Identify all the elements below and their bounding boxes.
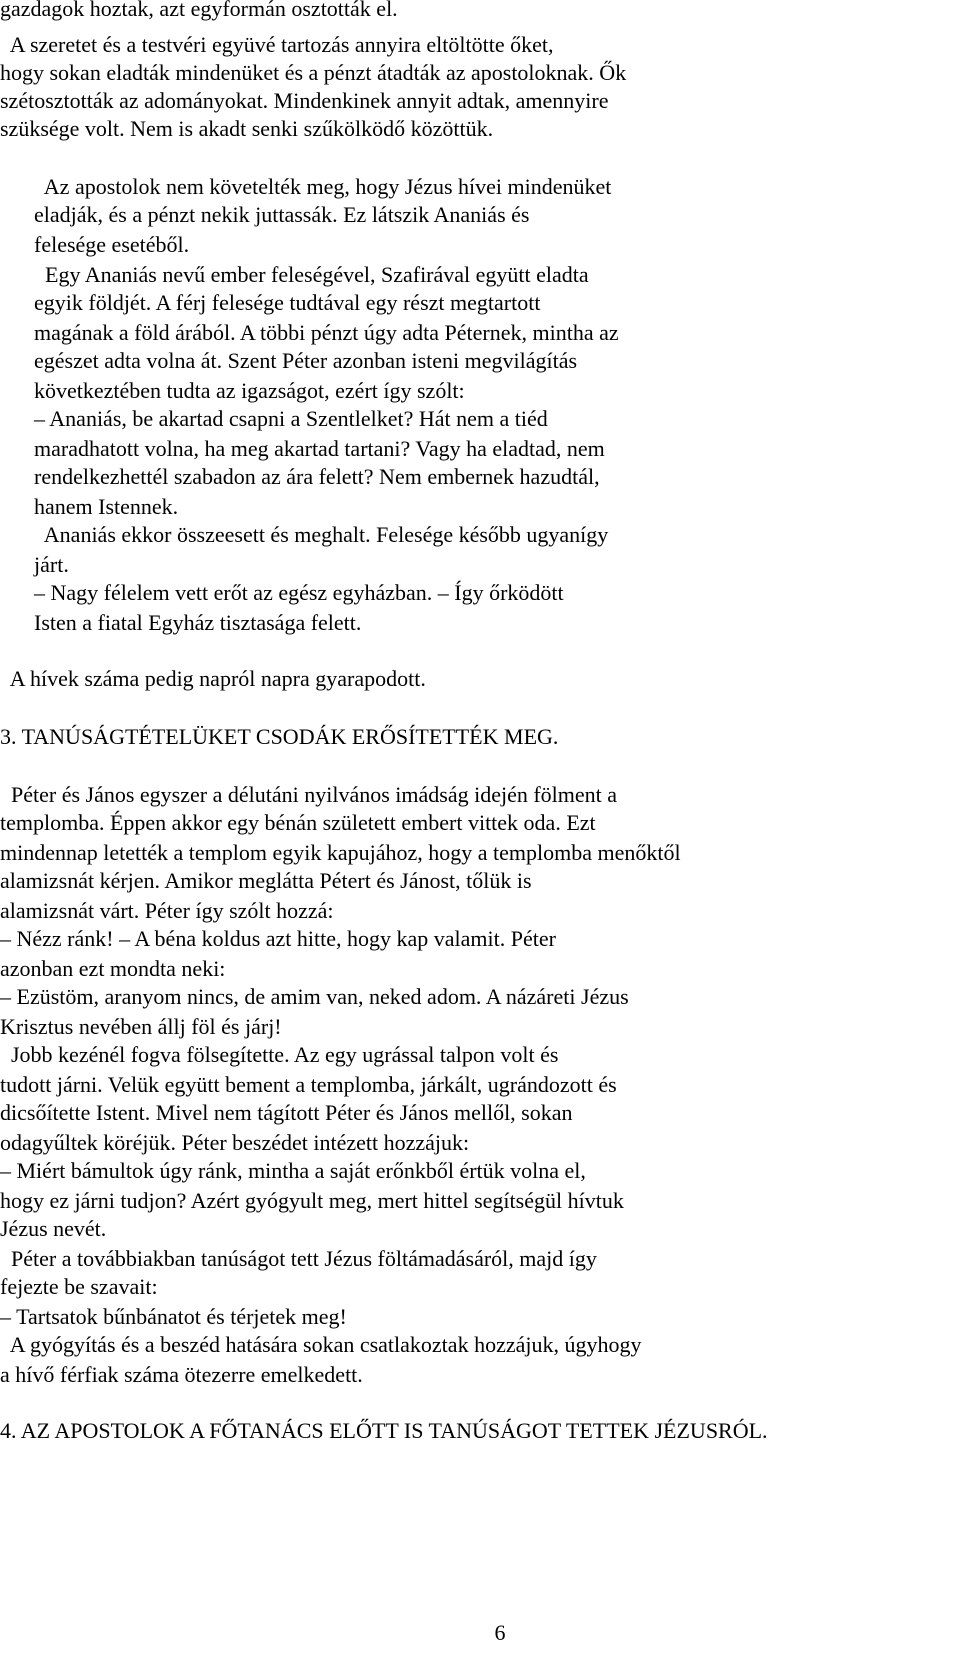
- text-line: azonban ezt mondta neki:: [0, 956, 226, 981]
- box-text-line: járt.: [34, 552, 69, 577]
- text-line: alamizsnát kérjen. Amikor meglátta Pétert és Jánost, tőlük is: [0, 868, 532, 893]
- text-line: hogy ez járni tudjon? Azért gyógyult meg, mert hittel segítségül hívtuk: [0, 1188, 624, 1213]
- text-line: szüksége volt. Nem is akadt senki szűkölködő közöttük.: [0, 116, 494, 141]
- text-line: templomba. Éppen akkor egy bénán született embert vittek oda. Ezt: [0, 810, 596, 835]
- box-text-line: következtében tudta az igazságot, ezért így szólt:: [34, 378, 465, 403]
- text-line: Péter a továbbiakban tanúságot tett Jézus föltámadásáról, majd így: [0, 1246, 597, 1271]
- text-line: – Nézz ránk! – A béna koldus azt hitte, hogy kap valamit. Péter: [0, 926, 556, 951]
- box-text-line: rendelkezhettél szabadon az ára felett? Nem embernek hazudtál,: [34, 464, 600, 489]
- text-line: fejezte be szavait:: [0, 1274, 158, 1299]
- box-text-line: magának a föld árából. A többi pénzt úgy adta Péternek, mintha az: [34, 320, 619, 345]
- box-text-line: egyik földjét. A férj felesége tudtával egy részt megtartott: [34, 290, 541, 315]
- box-text-line: egészet adta volna át. Szent Péter azonban isteni megvilágítás: [34, 348, 578, 373]
- box-text-line: hanem Istennek.: [34, 494, 179, 519]
- box-text-line: Ananiás ekkor összeesett és meghalt. Felesége később ugyanígy: [34, 522, 609, 547]
- text-line: – Tartsatok bűnbánatot és térjetek meg!: [0, 1304, 347, 1329]
- text-line: alamizsnát várt. Péter így szólt hozzá:: [0, 898, 334, 923]
- text-line: mindennap letették a templom egyik kapujához, hogy a templomba menőktől: [0, 840, 681, 865]
- box-text-line: – Ananiás, be akartad csapni a Szentlelket? Hát nem a tiéd: [34, 406, 548, 431]
- text-line: – Ezüstöm, aranyom nincs, de amim van, neked adom. A názáreti Jézus: [0, 984, 629, 1009]
- text-line: Péter és János egyszer a délutáni nyilvános imádság idején fölment a: [0, 782, 618, 807]
- text-line: gazdagok hoztak, azt egyformán osztották el.: [0, 0, 398, 21]
- text-line: Jézus nevét.: [0, 1216, 107, 1241]
- box-text-line: Isten a fiatal Egyház tisztasága felett.: [34, 610, 362, 635]
- box-text-line: maradhatott volna, ha meg akartad tartani? Vagy ha eladtad, nem: [34, 436, 605, 461]
- box-text-line: Egy Ananiás nevű ember feleségével, Szafirával együtt eladta: [34, 262, 589, 287]
- text-line: A szeretet és a testvéri együvé tartozás annyira eltöltötte őket,: [0, 32, 554, 57]
- text-line: dicsőítette Istent. Mivel nem tágított Péter és János mellől, sokan: [0, 1100, 573, 1125]
- box-text-line: eladják, és a pénzt nekik juttassák. Ez látszik Ananiás és: [34, 202, 530, 227]
- box-text-line: Az apostolok nem követelték meg, hogy Jézus hívei mindenüket: [34, 174, 612, 199]
- text-line: hogy sokan eladták mindenüket és a pénzt átadták az apostoloknak. Ők: [0, 60, 627, 85]
- text-line: A gyógyítás és a beszéd hatására sokan csatlakoztak hozzájuk, úgyhogy: [0, 1332, 642, 1357]
- box-text-line: felesége esetéből.: [34, 232, 190, 257]
- section-heading: 3. TANÚSÁGTÉTELÜKET CSODÁK ERŐSÍTETTÉK MEG.: [0, 724, 559, 749]
- section-heading: 4. AZ APOSTOLOK A FŐTANÁCS ELŐTT IS TANÚSÁGOT TETTEK JÉZUSRÓL.: [0, 1418, 768, 1443]
- page-number: 6: [494, 1620, 506, 1645]
- box-text-line: – Nagy félelem vett erőt az egész egyházban. – Így őrködött: [34, 580, 564, 605]
- text-line: Krisztus nevében állj föl és járj!: [0, 1014, 282, 1039]
- text-line: – Miért bámultok úgy ránk, mintha a saját erőnkből értük volna el,: [0, 1158, 586, 1183]
- text-line: A hívek száma pedig napról napra gyarapodott.: [0, 666, 426, 691]
- text-line: tudott járni. Velük együtt bement a templomba, járkált, ugrándozott és: [0, 1072, 617, 1097]
- text-line: szétosztották az adományokat. Mindenkinek annyit adtak, amennyire: [0, 88, 609, 113]
- text-line: a hívő férfiak száma ötezerre emelkedett.: [0, 1362, 363, 1387]
- text-line: Jobb kezénél fogva fölsegítette. Az egy ugrással talpon volt és: [0, 1042, 559, 1067]
- text-line: odagyűltek köréjük. Péter beszédet intézett hozzájuk:: [0, 1130, 470, 1155]
